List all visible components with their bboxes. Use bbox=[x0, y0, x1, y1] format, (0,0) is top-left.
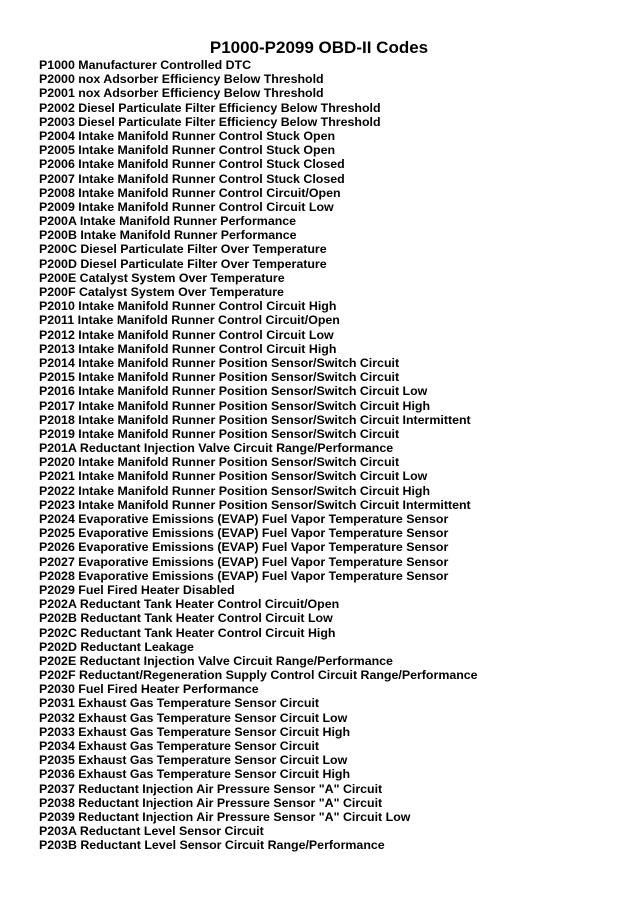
code-item: P2025 Evaporative Emissions (EVAP) Fuel Vapor Temperature Sensor bbox=[39, 526, 449, 541]
code-item: P2015 Intake Manifold Runner Position Sensor/Switch Circuit bbox=[39, 370, 400, 385]
code-item: P202B Reductant Tank Heater Control Circuit Low bbox=[39, 611, 333, 626]
code-item: P2019 Intake Manifold Runner Position Sensor/Switch Circuit bbox=[39, 426, 400, 441]
code-item: P2009 Intake Manifold Runner Control Circuit Low bbox=[39, 199, 334, 214]
code-item: P201A Reductant Injection Valve Circuit Range/Performance bbox=[39, 441, 394, 456]
code-item: P2027 Evaporative Emissions (EVAP) Fuel Vapor Temperature Sensor bbox=[39, 554, 449, 569]
code-item: P2006 Intake Manifold Runner Control Stuck Closed bbox=[39, 157, 345, 172]
code-item: P200E Catalyst System Over Temperature bbox=[39, 270, 285, 285]
code-item: P2008 Intake Manifold Runner Control Circuit/Open bbox=[39, 185, 341, 200]
code-item: P2020 Intake Manifold Runner Position Sensor/Switch Circuit bbox=[39, 455, 400, 470]
code-item: P2036 Exhaust Gas Temperature Sensor Circuit High bbox=[39, 767, 351, 782]
code-item: P2000 nox Adsorber Efficiency Below Threshold bbox=[39, 72, 324, 87]
code-item: P2011 Intake Manifold Runner Control Circuit/Open bbox=[39, 313, 340, 328]
code-item: P2001 nox Adsorber Efficiency Below Threshold bbox=[39, 86, 324, 101]
code-item: P200D Diesel Particulate Filter Over Temperature bbox=[39, 256, 327, 271]
code-item: P2021 Intake Manifold Runner Position Sensor/Switch Circuit Low bbox=[39, 469, 428, 484]
code-item: P2005 Intake Manifold Runner Control Stuck Open bbox=[39, 143, 336, 158]
code-item: P2030 Fuel Fired Heater Performance bbox=[39, 682, 259, 697]
code-item: P2018 Intake Manifold Runner Position Sensor/Switch Circuit Intermittent bbox=[39, 412, 471, 427]
code-item: P2012 Intake Manifold Runner Control Circuit Low bbox=[39, 327, 334, 342]
code-item: P200B Intake Manifold Runner Performance bbox=[39, 228, 297, 243]
code-item: P2029 Fuel Fired Heater Disabled bbox=[39, 582, 235, 597]
code-item: P2037 Reductant Injection Air Pressure Sensor "A" Circuit bbox=[39, 781, 383, 796]
code-item: P2039 Reductant Injection Air Pressure Sensor "A" Circuit Low bbox=[39, 809, 411, 824]
code-item: P2026 Evaporative Emissions (EVAP) Fuel Vapor Temperature Sensor bbox=[39, 540, 449, 555]
code-item: P2033 Exhaust Gas Temperature Sensor Circuit High bbox=[39, 724, 351, 739]
code-item: P2010 Intake Manifold Runner Control Circuit High bbox=[39, 299, 337, 314]
code-item: P202C Reductant Tank Heater Control Circuit High bbox=[39, 625, 336, 640]
code-item: P2035 Exhaust Gas Temperature Sensor Circuit Low bbox=[39, 753, 348, 768]
code-item: P2002 Diesel Particulate Filter Efficiency Below Threshold bbox=[39, 100, 381, 115]
code-item: P203A Reductant Level Sensor Circuit bbox=[39, 824, 264, 839]
code-item: P2022 Intake Manifold Runner Position Sensor/Switch Circuit High bbox=[39, 483, 431, 498]
code-item: P2032 Exhaust Gas Temperature Sensor Circuit Low bbox=[39, 710, 348, 725]
code-item: P202F Reductant/Regeneration Supply Control Circuit Range/Performance bbox=[39, 668, 478, 683]
code-item: P2013 Intake Manifold Runner Control Circuit High bbox=[39, 341, 337, 356]
code-item: P202A Reductant Tank Heater Control Circuit/Open bbox=[39, 597, 340, 612]
code-item: P203B Reductant Level Sensor Circuit Range/Performance bbox=[39, 838, 385, 853]
code-item: P200F Catalyst System Over Temperature bbox=[39, 285, 284, 299]
code-item: P2024 Evaporative Emissions (EVAP) Fuel Vapor Temperature Sensor bbox=[39, 512, 449, 526]
code-item: P2031 Exhaust Gas Temperature Sensor Circuit bbox=[39, 696, 320, 711]
code-item: P2028 Evaporative Emissions (EVAP) Fuel Vapor Temperature Sensor bbox=[39, 568, 449, 583]
code-item: P2023 Intake Manifold Runner Position Sensor/Switch Circuit Intermittent bbox=[39, 497, 471, 512]
code-item: P2004 Intake Manifold Runner Control Stuck Open bbox=[39, 128, 336, 143]
code-item: P2003 Diesel Particulate Filter Efficiency Below Threshold bbox=[39, 114, 381, 129]
code-item: P2016 Intake Manifold Runner Position Sensor/Switch Circuit Low bbox=[39, 384, 428, 399]
code-item: P2034 Exhaust Gas Temperature Sensor Circuit bbox=[39, 739, 320, 753]
code-list bbox=[39, 58, 478, 853]
code-item: P2017 Intake Manifold Runner Position Sensor/Switch Circuit High bbox=[39, 398, 431, 413]
code-item: P200A Intake Manifold Runner Performance bbox=[39, 214, 297, 229]
code-item: P202D Reductant Leakage bbox=[39, 639, 194, 654]
page-title: P1000-P2099 OBD-II Codes bbox=[209, 38, 429, 57]
code-item: P200C Diesel Particulate Filter Over Temperature bbox=[39, 242, 327, 257]
code-item: P2007 Intake Manifold Runner Control Stuck Closed bbox=[39, 171, 345, 186]
code-item: P202E Reductant Injection Valve Circuit Range/Performance bbox=[39, 653, 393, 668]
code-item: P1000 Manufacturer Controlled DTC bbox=[39, 58, 252, 72]
code-item: P2014 Intake Manifold Runner Position Sensor/Switch Circuit bbox=[39, 355, 400, 370]
code-item: P2038 Reductant Injection Air Pressure Sensor "A" Circuit bbox=[39, 795, 383, 810]
